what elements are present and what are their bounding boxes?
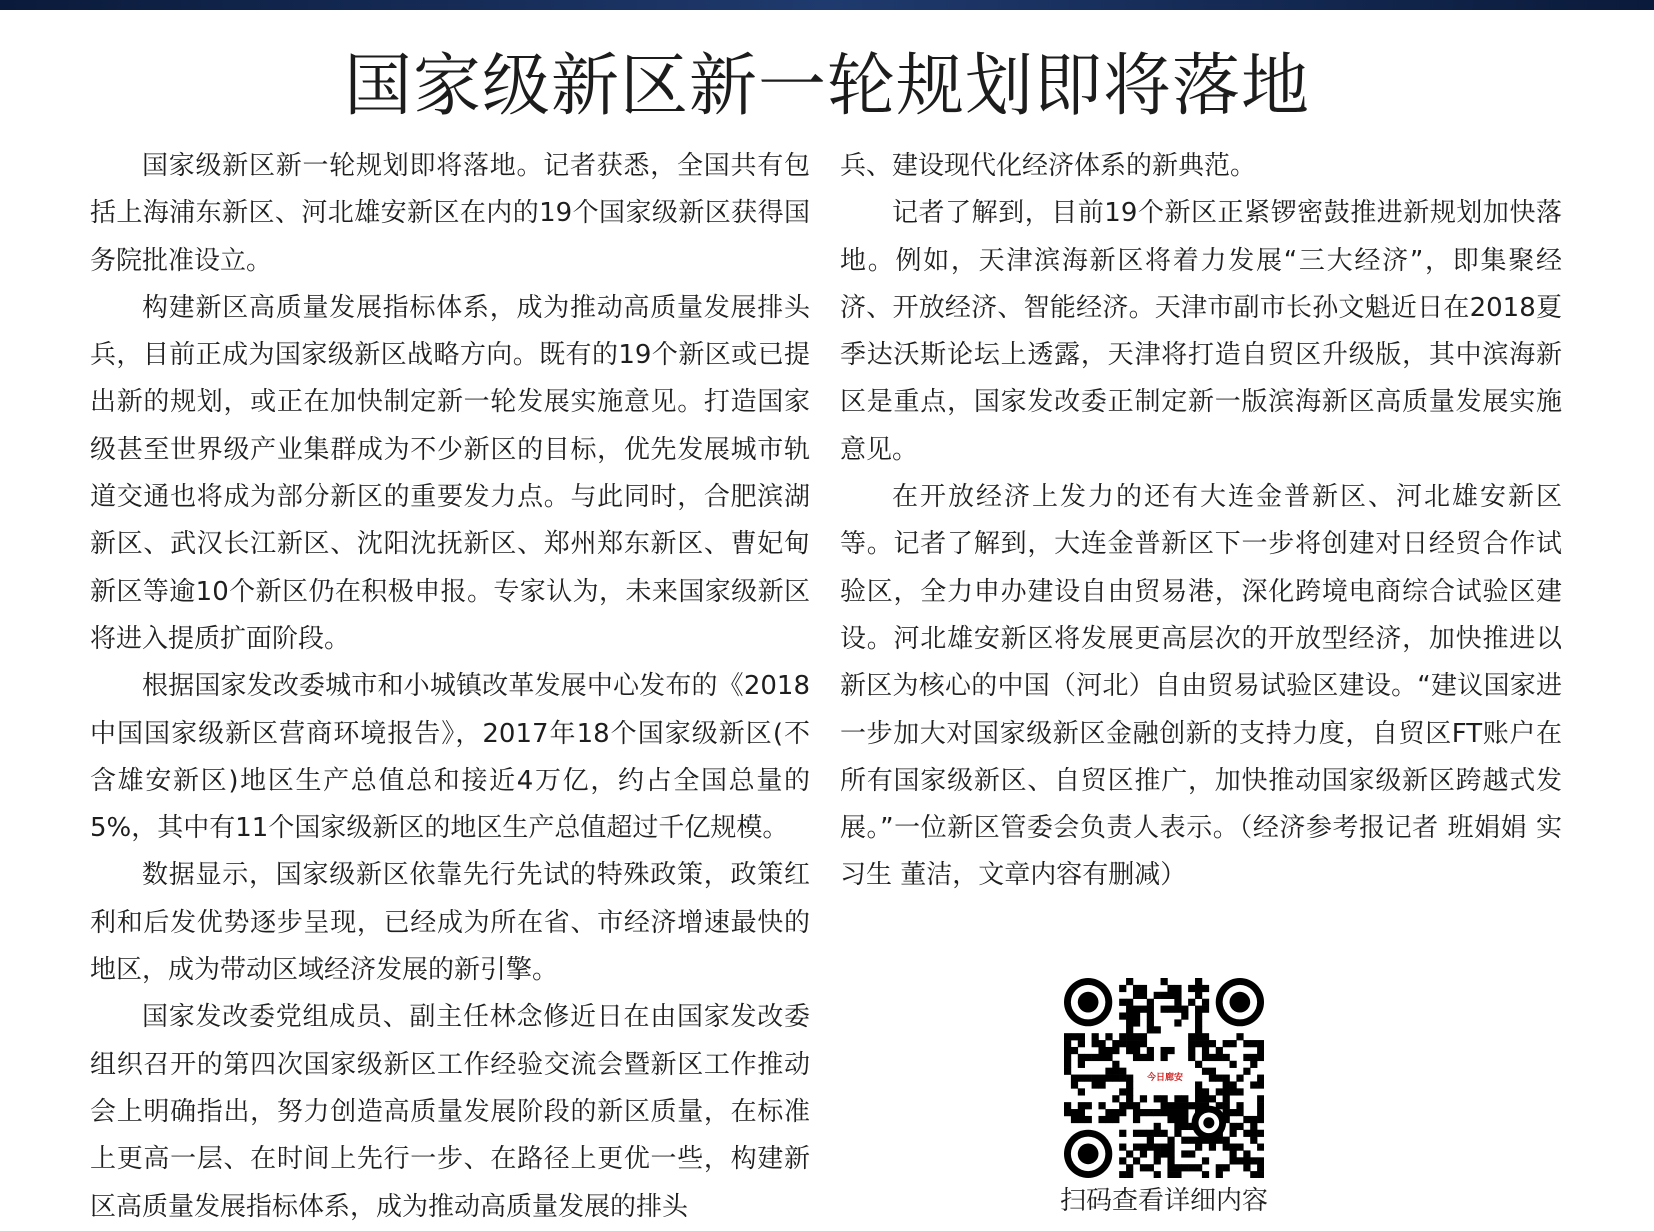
paragraph: 在开放经济上发力的还有大连金普新区、河北雄安新区等。记者了解到，大连金普新区下一步将创建对日经贸合作试验区，全力申办建设自由贸易港，深化跨境电商综合试验区建设。河北雄安新区将发展更高层次的开放型经济，加快推进以新区为核心的中国（河北）自由贸易试验区建设。“建议国家进一步加大对国家级新区金融创新的支持力度，自贸区FT账户在所有国家级新区、自贸区推广，加快推动国家级新区跨越式发展。”一位新区管委会负责人表示。（经济参考报记者 班娟娟 实习生 董洁，文章内容有删减）	[840, 482, 1562, 891]
top-accent-bar	[0, 0, 1654, 10]
paragraph-continuation: 兵、建设现代化经济体系的新典范。	[840, 151, 1257, 181]
paragraph: 国家发改委党组成员、副主任林念修近日在由国家发改委组织召开的第四次国家级新区工作经验交流会暨新区工作推动会上明确指出，努力创造高质量发展阶段的新区质量，在标准上更高一层、在时间上先行一步、在路径上更优一些，构建新区高质量发展指标体系，成为推动高质量发展的排头	[90, 1002, 810, 1222]
article-column-left	[90, 143, 810, 1231]
qr-logo: 今日廊安	[1142, 1070, 1188, 1086]
paragraph: 记者了解到，目前19个新区正紧锣密鼓推进新规划加快落地。例如，天津滨海新区将着力发展“三大经济”，即集聚经济、开放经济、智能经济。天津市副市长孙文魁近日在2018夏季达沃斯论坛上透露，天津将打造自贸区升级版，其中滨海新区是重点，国家发改委正制定新一版滨海新区高质量发展实施意见。	[840, 198, 1562, 465]
paragraph: 根据国家发改委城市和小城镇改革发展中心发布的《2018中国国家级新区营商环境报告》，2017年18个国家级新区(不含雄安新区)地区生产总值总和接近4万亿，约占全国总量的5%，其中有11个国家级新区的地区生产总值超过千亿规模。	[90, 671, 810, 844]
paragraph: 数据显示，国家级新区依靠先行先试的特殊政策，政策红利和后发优势逐步呈现，已经成为所在省、市经济增速最快的地区，成为带动区域经济发展的新引擎。	[90, 860, 810, 986]
qr-code-block	[1054, 978, 1274, 1218]
qr-code-image[interactable]	[1064, 978, 1264, 1178]
article-title: 国家级新区新一轮规划即将落地	[343, 47, 1310, 126]
qr-caption: 扫码查看详细内容	[1059, 1186, 1268, 1216]
article-column-right	[840, 143, 1562, 900]
paragraph: 国家级新区新一轮规划即将落地。记者获悉，全国共有包括上海浦东新区、河北雄安新区在内的19个国家级新区获得国务院批准设立。	[90, 151, 810, 276]
paragraph: 构建新区高质量发展指标体系，成为推动高质量发展排头兵，目前正成为国家级新区战略方向。既有的19个新区或已提出新的规划，或正在加快制定新一轮发展实施意见。打造国家级甚至世界级产业集群成为不少新区的目标，优先发展城市轨道交通也将成为部分新区的重要发力点。与此同时，合肥滨湖新区、武汉长江新区、沈阳沈抚新区、郑州郑东新区、曹妃甸新区等逾10个新区仍在积极申报。专家认为，未来国家级新区将进入提质扩面阶段。	[90, 292, 810, 654]
